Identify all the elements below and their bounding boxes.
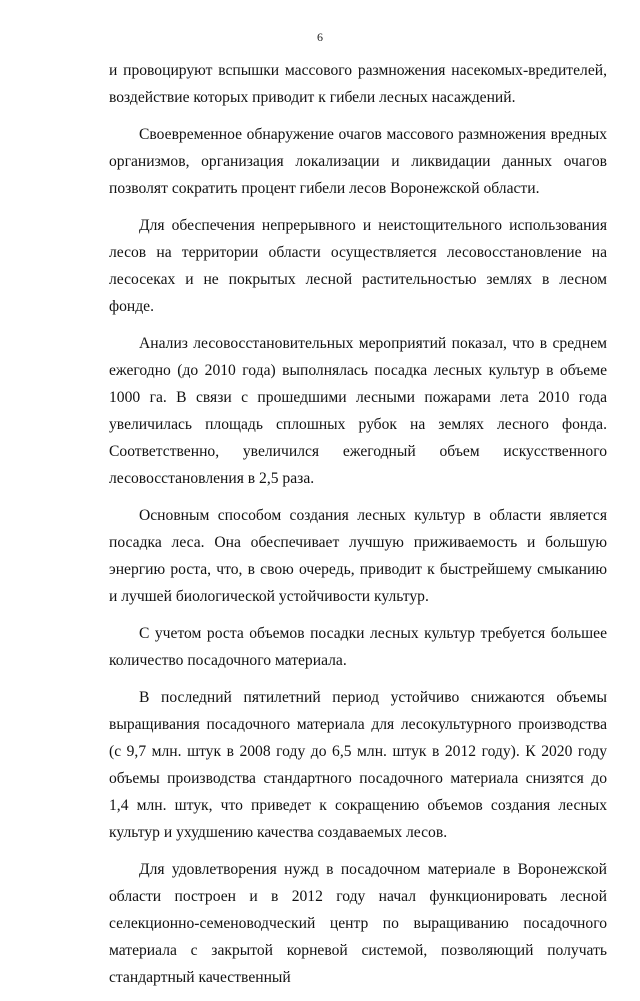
paragraph: Своевременное обнаружение очагов массового размножения вредных организмов, организация локализации и ликвидации данных очагов позволят сократить процент гибели лесов Воронежской области. [109, 126, 607, 197]
document-body [109, 57, 607, 1001]
page-number: 6 [317, 30, 323, 44]
paragraph: Анализ лесовосстановительных мероприятий показал, что в среднем ежегодно (до 2010 года) выполнялась посадка лесных культур в объеме 1000 га. В связи с прошедшими лесными пожарами лета 2010 года увеличилась площадь сплошных рубок на землях лесного фонда. Соответственно, увеличился ежегодный объем искусственного лесовосстановления в 2,5 раза. [109, 335, 607, 487]
paragraph: В последний пятилетний период устойчиво снижаются объемы выращивания посадочного материала для лесокультурного производства (с 9,7 млн. штук в 2008 году до 6,5 млн. штук в 2012 году). К 2020 году объемы производства стандартного посадочного материала снизятся до 1,4 млн. штук, что приведет к сокращению объемов создания лесных культур и ухудшению качества создаваемых лесов. [109, 689, 607, 841]
paragraph: С учетом роста объемов посадки лесных культур требуется большее количество посадочного материала. [109, 625, 607, 669]
paragraph: Для обеспечения непрерывного и неистощительного использования лесов на территории области осуществляется лесовосстановление на лесосеках и не покрытых лесной растительностью землях в лесном фонде. [109, 217, 607, 315]
paragraph: и провоцируют вспышки массового размножения насекомых-вредителей, воздействие которых приводит к гибели лесных насаждений. [109, 62, 607, 106]
paragraph: Основным способом создания лесных культур в области является посадка леса. Она обеспечивает лучшую приживаемость и большую энергию роста, что, в свою очередь, приводит к быстрейшему смыканию и лучшей биологической устойчивости культур. [109, 507, 607, 605]
paragraph: Для удовлетворения нужд в посадочном материале в Воронежской области построен и в 2012 году начал функционировать лесной селекционно-семеноводческий центр по выращиванию посадочного материала с закрытой корневой системой, позволяющий получать стандартный качественный [109, 861, 607, 986]
